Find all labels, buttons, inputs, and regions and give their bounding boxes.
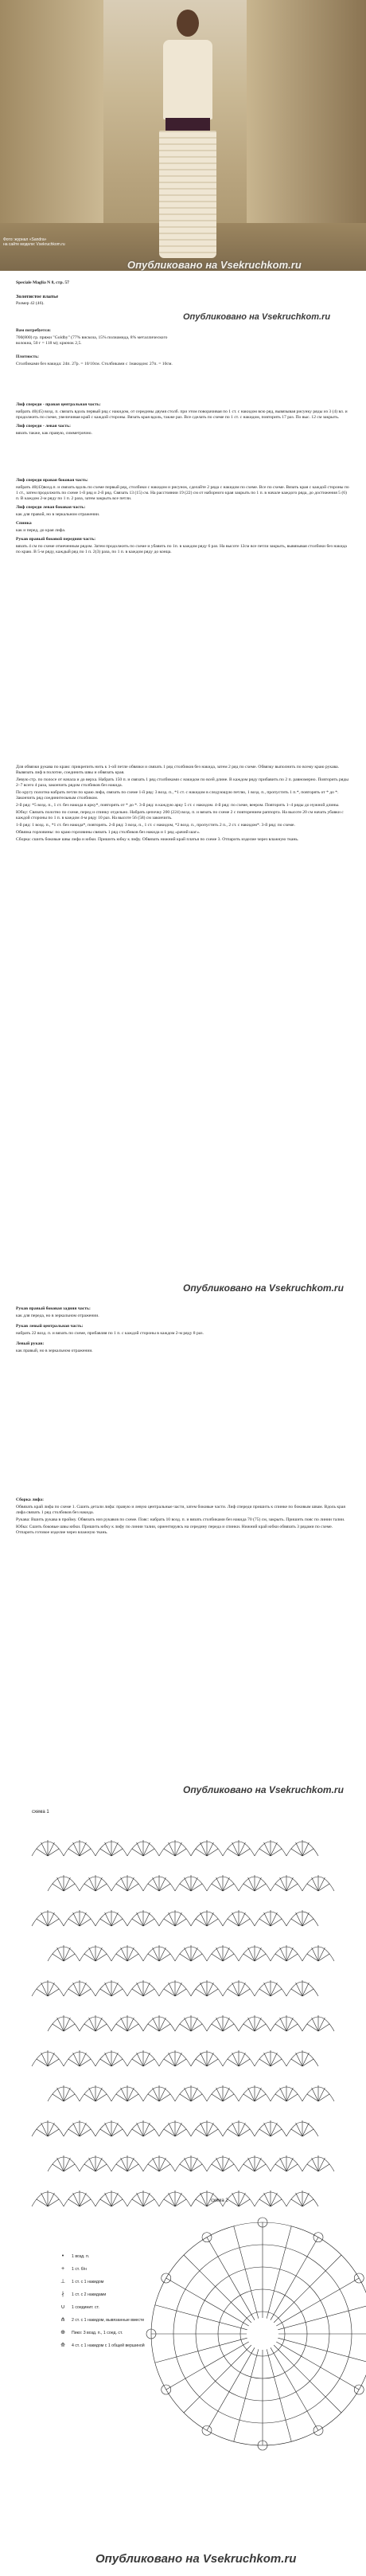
legend-row [57, 2305, 185, 2310]
symbol-legend [57, 2254, 185, 2356]
chart-spoke [267, 2349, 291, 2441]
chart-spoke [271, 2237, 318, 2320]
photo-caption-line: Фото: журнал «Sandra» [3, 237, 47, 242]
section-text: как для правой, но в зеркальном отражении. [16, 512, 100, 517]
watermark: Опубликовано на Vsekruchkom.ru [127, 259, 302, 271]
chart-spoke [276, 2342, 359, 2390]
section-title: Рукав левый центральная часть: [16, 1324, 84, 1329]
legend-symbol: ∪ [60, 2304, 65, 2310]
legend-text: 1 возд. п. [72, 2254, 90, 2259]
chart-spoke [184, 2255, 251, 2323]
body-paragraph: Обвязка горловины: по краю горловины связать 1 ряд столбиков без накида и 1 ряд «рачий шаг». [16, 830, 201, 835]
chart-spoke [274, 2345, 341, 2413]
chart-spoke [267, 2226, 291, 2319]
scheme-label: схема 2 [211, 2198, 228, 2203]
page-title: Золотистое платье [16, 294, 59, 299]
chart-spoke [276, 2278, 359, 2326]
legend-text: 1 ст. б/н [72, 2267, 87, 2272]
chart-spoke [274, 2255, 341, 2323]
section-text: набрать 40(43)возд.п. и связать вдоль по схеме первый ряд, столбики с накидом и рисунок, сделайте 2 ряда с накидом по схеме. Все по схеме. Вязать края с каждой стороны по 1 ст., затем продолжить по схеме 1-й ряд и 2-й ряд. Связать 13 (15) см. На расстоянии 19 (22) см от наборного края закрыть по 1 п. в начале каждого ряда, до достижения 5 (6) п. В каждом 2-м ряду по 1 п. 2 раза, затем закрыть все петли. [16, 485, 349, 501]
intro-label: Лиф спереди - левая часть: [16, 424, 71, 429]
legend-symbol: ⊕ [60, 2330, 65, 2335]
scheme-1-chart [32, 1840, 334, 2206]
size-line: Размер 42 (46). [16, 301, 45, 306]
photo-caption-line: на сайте модели: Vsekruchkom.ru [3, 242, 65, 247]
assembly-paragraph: Юбка: Сшить боковые швы юбки. Пришить юбку к лифу по линии талии, ориентируясь на середину переда и спинки. Нижний край юбки обвязать 3 рядами по схеме. Отпарить готовое изделие через влажную ткань. [16, 1525, 333, 1535]
scheme-label: схема 1 [32, 1810, 49, 1815]
legend-row [57, 2254, 185, 2259]
intro-text: вязать также, как правую, симметрично. [16, 431, 92, 436]
legend-text: Пико: 3 возд. п., 1 соед. ст. [72, 2331, 123, 2335]
legend-text: 1 ст. с 2 накидами [72, 2292, 107, 2297]
body-paragraph: Левую стр. по полосе от начала и до верха. Набрать 150 п. и связать 1 ряд столбиками с накидом по всей длине. В каждом ряду прибавить по 2 п. равномерно. Повторить ряды 2–7 всего 4 раза, закончить рядом столбиков без накида. [16, 777, 349, 788]
watermark: Опубликовано на Vsekruchkom.ru [183, 1282, 344, 1294]
legend-symbol: ⟰ [60, 2343, 65, 2348]
section-title: Левый рукав: [16, 1341, 45, 1346]
body-paragraph: Юбку: Связать полотно по схеме, перед и спинку отдельно. Набрать цепочку 200 (224) возд. п. и вязать по схеме 2 с повторением раппорта. На высоте 20 см начать убавки с каждой стороны по 1 п. в каждом 4-м ряду 10 раз. На высоте 56 (58) см закончить. [16, 810, 344, 820]
body-paragraph: По кругу полотна набрать петли по краю лифа, связать по схеме 1-й ряд: 3 возд. п., *1 ст. с накидом в следующую петлю, 1 возд. п., пропустить 1 п.*, повторять от * до *. Закончить ряд соединительным столбиком. [16, 790, 339, 801]
legend-symbol: + [60, 2266, 65, 2272]
watermark: Опубликовано на Vsekruchkom.ru [183, 312, 331, 322]
chart-spoke [207, 2237, 255, 2320]
assembly-paragraph: Рукава: Вшить рукава в пройму. Обвязать низ рукавов по схеме. Пояс: набрать 10 возд. п. и вязать столбиками без накида 70 (75) см, закрыть. Пришить пояс по линии талии. [16, 1517, 345, 1522]
section-title: Лиф спереди правая боковая часть: [16, 478, 88, 483]
legend-row [57, 2267, 185, 2272]
intro-label: Вам потребуется: [16, 328, 51, 333]
legend-symbol: ⊥ [60, 2279, 66, 2284]
section-title: Рукав правый боковая задняя часть: [16, 1306, 91, 1311]
chart-spoke [207, 2347, 255, 2430]
body-paragraph: 2-й ряд: *5 возд. п., 1 ст. без накида в арку*, повторять от * до *. 3-й ряд: в каждую арку 5 ст. с накидом. 4-й ряд: по схеме, веером. Повторить 1–4 ряды до нужной длины. [16, 803, 340, 808]
chart-spoke [234, 2226, 259, 2319]
chart-spoke [271, 2347, 318, 2430]
section-text: как правый, но в зеркальном отражении. [16, 1349, 93, 1353]
assembly-title: Сборка лифа: [16, 1497, 44, 1502]
intro-text: набрать 40(45) возд. п. связать вдоль первый ряд с накидом, от середины двумя столб. при этом поворачивая по 1 ст. с накидом всю ряд, вывязывая рисунку ряды из 3 (4) вл. и продолжить по схеме, увеличивая край с каждой стороны. Вязать края вдоль, также раз. Все сделать по схеме по 1 ст. с накидом, повторить 17 раз. По выс. 12 см закрыть. [16, 409, 348, 420]
section-text: как для переда, но в зеркальном отражении. [16, 1313, 99, 1318]
intro-text: Столбиками без накида: 24п. 27р. = 10/10см. Столбиками с 1накидом: 27п. = 10см. [16, 362, 173, 366]
legend-row [57, 2292, 185, 2297]
legend-symbol: ∤ [61, 2292, 64, 2297]
legend-row [57, 2331, 185, 2335]
intro-label: Лиф спереди - правая центральная часть: [16, 402, 101, 407]
section-title: Лиф спереди левая боковая часть: [16, 505, 86, 510]
section-text: как и перед, до края лифа. [16, 528, 66, 533]
body-paragraph: Для обвязки рукава по краю: прикрепить нить к 1-ой петле обвязки и связать 1 ряд столбиков без накида, затем 2 ряд по схеме. Обвязку выполнить по всему краю рукава. Вывязать лиф в полотне, соединить швы и обвязать края. [16, 765, 339, 775]
legend-text: 1 соединит. ст. [72, 2305, 99, 2310]
legend-row [57, 2280, 185, 2284]
section-title: Рукав правый боковой передняя часть: [16, 537, 96, 542]
chart-spoke [234, 2349, 259, 2441]
section-text: набрать 22 возд. п. и вязать по схеме, прибавляя по 1 п. с каждой стороны в каждом 2-м ряду 8 раз. [16, 1331, 204, 1336]
legend-text: 1 ст. с 1 накидом [72, 2280, 104, 2284]
body-paragraph: 1-й ряд: 1 возд. п., *1 ст. без накида*, повторять. 2-й ряд: 3 возд. п., 1 ст. с накидом, *2 возд. п., пропустить 2 п., 2 ст. с накидом*. 3-й ряд: по схеме. [16, 823, 295, 828]
section-title: Спинка [16, 521, 32, 526]
legend-text: 2 ст. с 1 накидом, вывязанные вместе [72, 2318, 145, 2323]
intro-text: 700(800) гр. пряжи "Goldby" (77% вискоза, 15% полиамида, 8% металлического волокна, 50 г = 118 м); крючок 2,5. [16, 335, 168, 346]
legend-row [57, 2343, 185, 2348]
body-paragraph: Сборка: сшить боковые швы лифа и юбки. Пришить юбку к лифу. Обвязать нижний край платья по схеме 3. Отпарить изделие через влажную ткань. [16, 837, 299, 842]
assembly-paragraph: Обвязать край лифа по схеме 1. Сшить детали лифа: правую и левую центральные части, затем боковые части. Лиф спереди пришить к спинке по боковым швам. Вдоль края лифа связать 1 ряд столбиков без накида. [16, 1505, 345, 1515]
legend-text: 4 ст. с 1 накидом с 1 общей вершиной [72, 2343, 145, 2348]
legend-symbol: ⋔ [60, 2317, 65, 2323]
legend-symbol: • [61, 2253, 64, 2259]
watermark: Опубликовано на Vsekruchkom.ru [183, 1784, 344, 1795]
watermark: Опубликовано на Vsekruchkom.ru [95, 2552, 297, 2566]
source-line: Speciale Maglia N 8, стр. 57 [16, 280, 69, 285]
section-text: вязать 4 см по схеме отмеченным рядом. Затем продолжить по схеме и убавить по 1п. в каждом ряду 6 раз. На высоте 12см все петли закрыть, вывязывая столбики без накида по краю. В 5-м ряду, каждый ряд по 1 п. 2(3) раза, по 1 п. в каждом ряду до конца. [16, 544, 347, 554]
legend-row [57, 2318, 185, 2323]
intro-label: Плотность: [16, 354, 40, 359]
chart-spoke [184, 2345, 251, 2413]
